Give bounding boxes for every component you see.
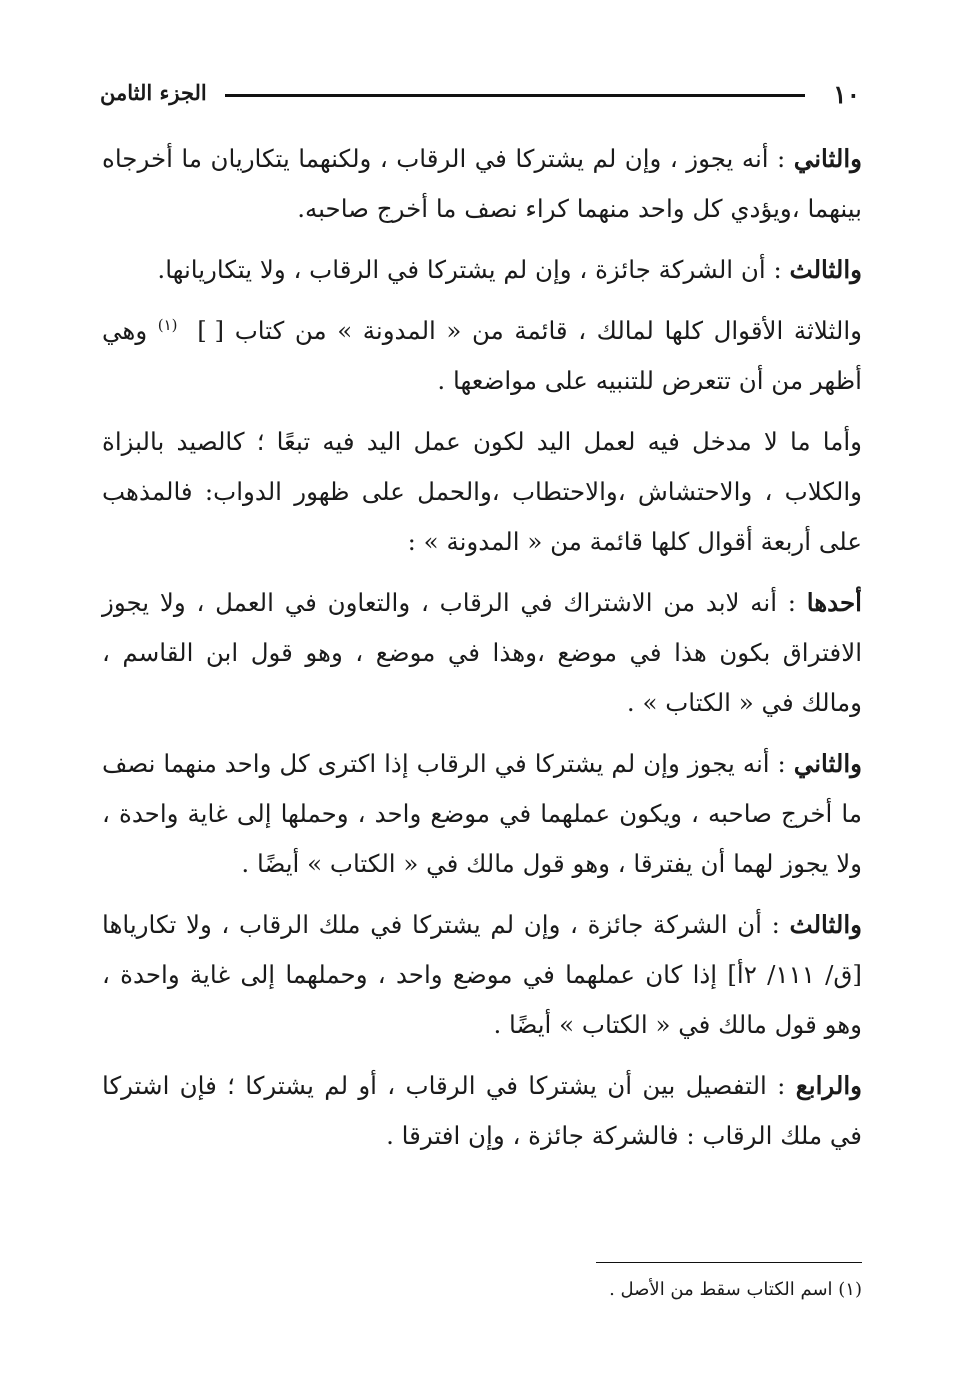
paragraph-text: : أن الشركة جائزة ، وإن لم يشتركا في الرقاب ، ولا يتكاريانها. xyxy=(157,255,790,284)
body-text xyxy=(102,134,862,1172)
paragraph-lead: أحدها xyxy=(806,588,862,617)
running-title: الجزء الثامن xyxy=(100,80,207,105)
page-number: ١٠ xyxy=(833,80,860,109)
paragraph xyxy=(102,900,862,1050)
footnote-separator xyxy=(596,1262,862,1263)
paragraph-lead: والثالث xyxy=(789,910,862,939)
paragraph-lead: والثاني xyxy=(793,749,862,778)
paragraph xyxy=(102,417,862,567)
paragraph-lead: والثاني xyxy=(793,144,862,173)
paragraph xyxy=(102,739,862,889)
header-rule xyxy=(225,94,805,97)
paragraph xyxy=(102,245,862,295)
paragraph-lead: والثالث xyxy=(789,255,862,284)
footnote-text: (١) اسم الكتاب سقط من الأصل . xyxy=(609,1279,862,1300)
paragraph-lead: والرابع xyxy=(795,1071,863,1100)
paragraph-text: : أنه يجوز وإن لم يشتركا في الرقاب إذا اكترى كل واحد منهما نصف ما أخرج صاحبه ، ويكون عملهما في موضع واحد ، وحملها إلى غاية واحدة ، ولا يجوز لهما أن يفترقا ، وهو قول مالك في « الكتاب » أيضًا . xyxy=(102,749,862,878)
paragraph-text: : أنه لابد من الاشتراك في الرقاب ، والتعاون في العمل ، ولا يجوز الافتراق بكون هذا في موضع ،وهذا في موضع ، وهو قول ابن القاسم ، ومالك في « الكتاب » . xyxy=(102,588,862,717)
paragraph-text: والثلاثة الأقوال كلها لمالك ، قائمة من « المدونة » من كتاب xyxy=(234,316,862,345)
paragraph-text: : أنه يجوز ، وإن لم يشتركا في الرقاب ، ولكنهما يتكاريان ما أخرجاه بينهما ،ويؤدي كل واحد منهما كراء نصف ما أخرج صاحبه. xyxy=(102,144,862,223)
paragraph-text: وأما ما لا مدخل فيه لعمل اليد لكون عمل اليد فيه تبعًا ؛ كالصيد بالبزاة والكلاب ، والاحتشاش ،والاحتطاب ،والحمل على ظهور الدواب: فالمذهب على أربعة أقوال كلها قائمة من « المدونة » : xyxy=(102,427,862,556)
missing-title-bracket: [ ] xyxy=(197,316,225,345)
paragraph xyxy=(102,306,862,406)
paragraph xyxy=(102,578,862,728)
running-header xyxy=(100,78,860,118)
paragraph-text-continued: وهي أظهر من أن تتعرض للتنبيه على مواضعها . xyxy=(102,316,862,395)
paragraph xyxy=(102,134,862,234)
footnote xyxy=(362,1275,862,1305)
footnote-marker[interactable]: (١) xyxy=(157,315,178,334)
paragraph-text: : أن الشركة جائزة ، وإن لم يشتركا في ملك الرقاب ، ولا تكارياها [ق/ ١١١/ ٢أ] إذا كان عملهما في موضع واحد ، وحملهما إلى غاية واحدة ، وهو قول مالك في « الكتاب » أيضًا . xyxy=(102,910,862,1039)
paragraph xyxy=(102,1061,862,1161)
paragraph-text: : التفصيل بين أن يشتركا في الرقاب ، أو لم يشتركا ؛ فإن اشتركا في ملك الرقاب : فالشركة جائزة ، وإن افترقا . xyxy=(102,1071,862,1150)
